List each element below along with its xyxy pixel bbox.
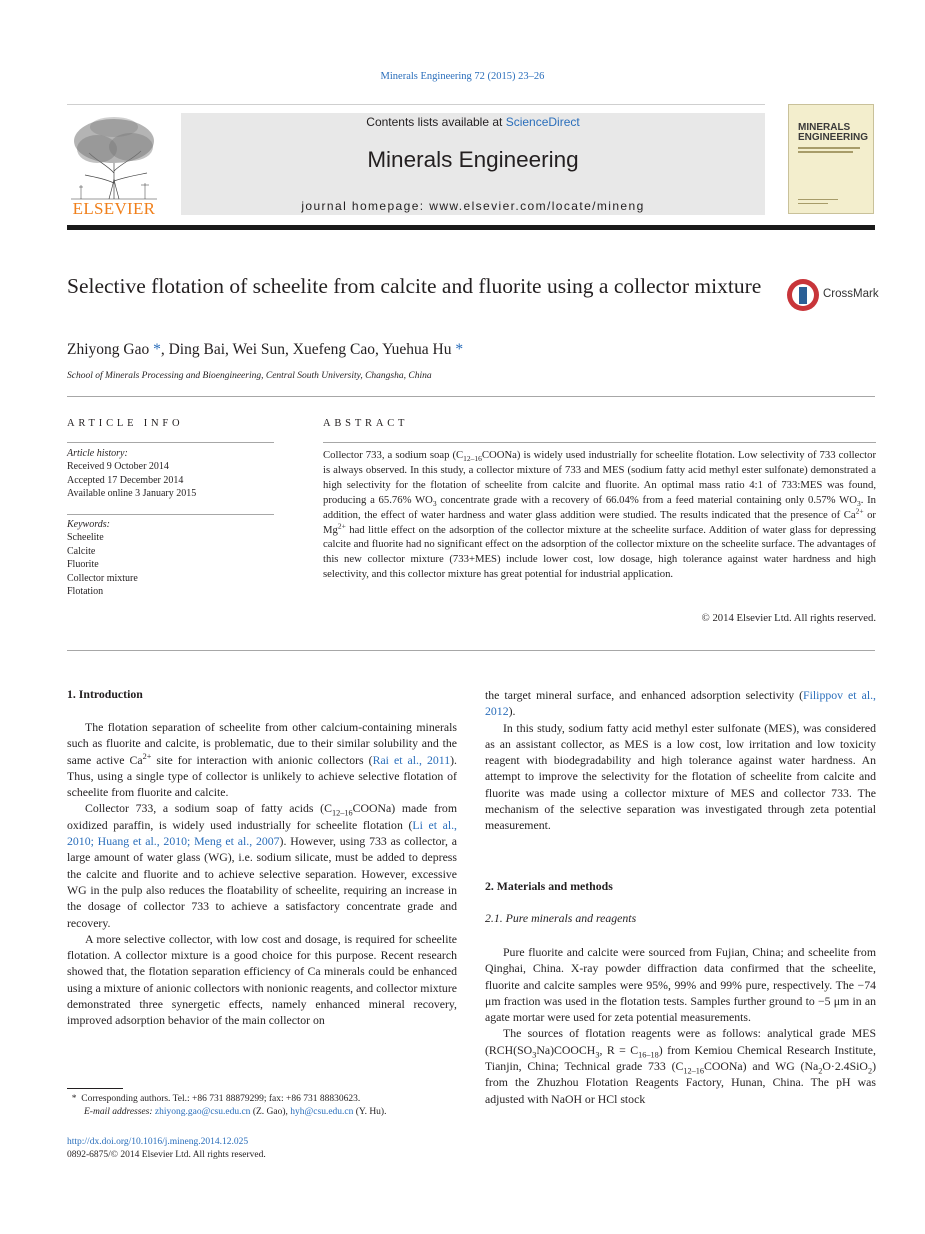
header-thick-rule	[67, 225, 875, 230]
paragraph: A more selective collector, with low cost and dosage, is required for scheelite flotation. A collector mixture is a good choice for this purpose. Recent research showed that, the flotation separation efficiency of Ca minerals could be enhanced using a mixture of anionic collectors with nonionic reagents, and collector mixture demonstrated three synergetic effects, namely enhanced mineral recovery, improved adsorption behavior of the main collector on	[67, 931, 457, 1028]
paragraph: Collector 733, a sodium soap of fatty acids $(C_{12-16}COONa)$ made from oxidized paraffin, is widely used industrially for scheelite flotation (Li et al., 2010; Huang et al., 2010; Meng et al., 2007). However, using 733 as collector, a large amount of water glass (WG), i.e. sodium silicate, must be added to depress the calcite and fluorite and to achieve selective separation. However, excessive WG in the pulp also reduces the floatability of scheelite, requiring an increase in the dosage of collector 733 to achieve a satisfactory concentrate grade and recovery.	[67, 801, 457, 930]
journal-reference[interactable]: Minerals Engineering 72 (2015) 23–26	[380, 71, 545, 82]
header-top-rule	[67, 104, 765, 105]
section-heading-introduction: 1. Introduction	[67, 687, 143, 701]
paragraph: Pure fluorite and calcite were sourced from Fujian, China; and scheelite from Qinghai, China. X-ray powder diffraction data confirmed that the scheelite, fluorite and calcite samples were 95%, 99% and 99% pure, respectively. The −74 μm fraction was used in the flotation tests. Samples further ground to −5 μm in an agate mortar were used for zeta potential measurements.	[485, 945, 876, 1025]
article-info-rule	[67, 442, 274, 443]
corresponding-mark[interactable]: *	[153, 341, 161, 358]
keyword: Fluorite	[67, 559, 99, 571]
accepted-date: Accepted 17 December 2014	[67, 474, 184, 486]
online-date: Available online 3 January 2015	[67, 488, 197, 500]
footnote-block	[67, 1093, 467, 1120]
methods-body	[485, 944, 876, 1107]
corresponding-footnote: * Corresponding authors. Tel.: +86 731 88879299; fax: +86 731 88830623.	[71, 1094, 361, 1104]
email-link-hu[interactable]: hyh@csu.edu.cn	[290, 1107, 354, 1118]
author-list: Zhiyong Gao *, Ding Bai, Wei Sun, Xuefeng Cao, Yuehua Hu *	[67, 341, 464, 358]
abstract-text: Collector 733, a sodium soap $(C_{12-16}COONa)$ is widely used industrially for scheelite flotation. Low selectivity of 733 collector is always observed. In this study, a collector mixture of 733 and MES (sodium fatty acid methyl ester sulfonate) demonstrated a high selectivity for the flotation of scheelite from calcite and fluorite. An optimal mass ratio 4:1 of 733:MES was found, producing a 65.76% $WO_3$ concentrate grade with a recovery of 66.04% from a feed material containing only 0.57% $WO_3$. In addition, the effect of water hardness and water glass addition were studied. The results indicated that the presence of $Ca^{2+}$ or $Mg^{2+}$ had little effect on the adsorption of the collector mixture at the scheelite surface. Addition of water glass for depressing calcite and fluorite had no significant effect on the adsorption of the collector mixture on the scheelite surface. The advantages of this new collector mixture (733+MES) include lower cost, low dosage, high tolerance against water hardness and high selectivity, and this collector mixture has great potential for industrial application.	[323, 449, 877, 581]
journal-banner	[181, 113, 765, 215]
section-heading-methods: 2. Materials and methods	[485, 879, 613, 893]
subsection-heading-minerals: 2.1. Pure minerals and reagents	[485, 911, 637, 925]
email-footnote: E-mail addresses: zhiyong.gao@csu.edu.cn (Z. Gao), hyh@csu.edu.cn (Y. Hu).	[84, 1107, 387, 1118]
cover-line	[798, 147, 860, 149]
keywords-block	[67, 518, 138, 598]
keyword: Scheelite	[67, 532, 104, 544]
abstract-bottom-rule	[67, 650, 875, 651]
journal-title: Minerals Engineering	[367, 147, 579, 172]
history-label: Article history:	[67, 448, 128, 459]
abstract-copyright: © 2014 Elsevier Ltd. All rights reserved.	[701, 612, 876, 624]
article-info-heading: ARTICLE INFO	[67, 418, 184, 429]
doi-block	[67, 1136, 266, 1163]
paragraph: In this study, sodium fatty acid methyl ester sulfonate (MES), was considered as an assistant collector, as MES is a low cost, low irritation and low toxicity reagent with biodegradability and high tolerance against water hardness. An attempt to improve the selectivity for the flotation of scheelite from calcite and fluorite was made using a collector mixture of MES and collector 733. The mechanism of the selective separation was investigated through zeta potential measurement.	[485, 720, 876, 833]
elsevier-wordmark: ELSEVIER	[72, 199, 156, 218]
author-first[interactable]: Zhiyong Gao	[67, 341, 150, 358]
journal-cover-thumbnail	[788, 104, 874, 214]
keywords-rule	[67, 514, 274, 515]
email-link-gao[interactable]: zhiyong.gao@csu.edu.cn	[154, 1107, 251, 1118]
introduction-continued	[485, 687, 876, 834]
abstract-heading: ABSTRACT	[323, 418, 409, 429]
contents-prefix: Contents lists available at	[366, 115, 506, 129]
paper-title: Selective flotation of scheelite from calcite and fluorite using a collector mixture	[67, 274, 762, 298]
contents-line	[181, 115, 765, 129]
title-block-rule	[67, 396, 875, 397]
keyword: Collector mixture	[67, 572, 138, 584]
doi-link[interactable]: http://dx.doi.org/10.1016/j.mineng.2014.12.025	[67, 1137, 249, 1147]
keywords-label: Keywords:	[67, 519, 110, 530]
affiliation: School of Minerals Processing and Bioengineering, Central South University, Changsha, China	[67, 371, 432, 381]
keyword: Flotation	[67, 586, 104, 598]
corresponding-mark[interactable]: *	[455, 341, 464, 358]
cover-line	[798, 203, 828, 204]
author-rest[interactable]: Ding Bai, Wei Sun, Xuefeng Cao, Yuehua Hu	[168, 341, 452, 358]
crossmark-label: CrossMark	[823, 288, 879, 300]
introduction-body	[67, 719, 457, 1029]
crossmark-icon	[787, 279, 819, 311]
cover-title-2: ENGINEERING	[798, 132, 869, 143]
sciencedirect-link[interactable]: ScienceDirect	[505, 115, 580, 129]
keyword: Calcite	[67, 545, 96, 557]
paragraph: The flotation separation of scheelite from other calcium-containing minerals such as fluorite and calcite, is problematic, due to their similar solubility and the same active $Ca^{2+}$ site for interaction with anionic collectors (Rai et al., 2011). Thus, using a single type of collector is unlikely to achieve selective flotation of scheelite from fluorite and calcite.	[67, 720, 458, 800]
received-date: Received 9 October 2014	[67, 461, 169, 473]
cover-line	[798, 199, 838, 200]
journal-homepage[interactable]: journal homepage: www.elsevier.com/locate/mineng	[301, 199, 645, 213]
cover-title-1: MINERALS	[798, 122, 851, 133]
paragraph: The sources of flotation reagents were as follows: analytical grade MES ($RCH(SO_3Na)COOCH_3$, $R = C_{16-18}$) from Kemiou Chemical Research Institute, Tianjin, China; Technical grade 733 $(C_{12-16}COONa)$ and WG $(Na_2O\cdot 2.4SiO_2)$ from the Zhuzhou Flotation Reagents Factory, Hunan, China. The pH was adjusted with NaOH or HCl stock	[485, 1026, 876, 1106]
article-history	[67, 447, 196, 501]
paragraph: the target mineral surface, and enhanced adsorption selectivity (Filippov et al., 2012).	[485, 688, 877, 719]
abstract-rule	[323, 442, 876, 443]
footnote-rule	[67, 1088, 123, 1089]
cover-line	[798, 151, 853, 153]
issn-line: 0892-6875/© 2014 Elsevier Ltd. All rights reserved.	[67, 1150, 266, 1161]
